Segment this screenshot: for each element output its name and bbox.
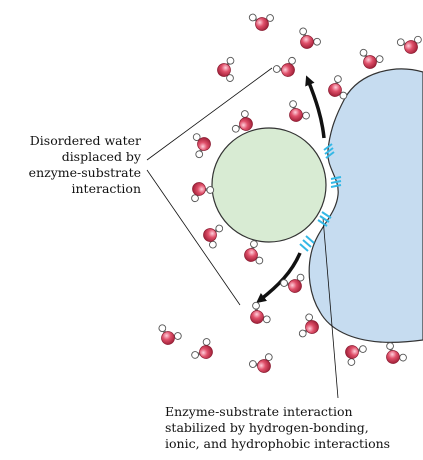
- water-molecule: [299, 313, 321, 340]
- water-molecule: [358, 49, 385, 71]
- stabilized-interaction-label: [165, 404, 423, 452]
- water-molecule: [380, 341, 410, 368]
- water-molecule: [201, 223, 223, 250]
- arrow-upper: [308, 80, 324, 138]
- displaced-water-label-line: Disordered water: [29, 133, 141, 148]
- water-molecule: [155, 324, 183, 347]
- water-molecule: [240, 239, 267, 269]
- substrate-circle: [212, 128, 326, 242]
- displaced-water-label-line: enzyme-substrate: [28, 165, 141, 180]
- enzyme-surface: [309, 69, 423, 342]
- arrow-lower: [260, 253, 300, 300]
- water-molecule: [340, 339, 367, 369]
- water-molecule: [294, 27, 323, 53]
- water-molecule: [190, 336, 217, 366]
- water-molecule: [248, 350, 278, 378]
- water-molecule: [189, 130, 214, 158]
- water-molecule: [216, 57, 238, 84]
- water-molecule: [185, 177, 215, 206]
- water-molecule: [283, 99, 313, 126]
- stabilized-interaction-label-line: ionic, and hydrophobic interactions: [165, 436, 391, 451]
- water-molecule: [244, 301, 274, 330]
- displaced-water-label-line: displaced by: [61, 149, 141, 164]
- displaced-water-label-line: interaction: [71, 181, 141, 196]
- water-molecule: [396, 32, 423, 57]
- water-molecule: [249, 11, 276, 33]
- water-molecule: [272, 53, 302, 82]
- stabilized-interaction-label-line: stabilized by hydrogen-bonding,: [165, 420, 369, 435]
- water-molecule: [279, 270, 309, 297]
- stabilized-interaction-label-line: Enzyme-substrate interaction: [165, 404, 353, 419]
- displaced-water-label: [0, 133, 141, 197]
